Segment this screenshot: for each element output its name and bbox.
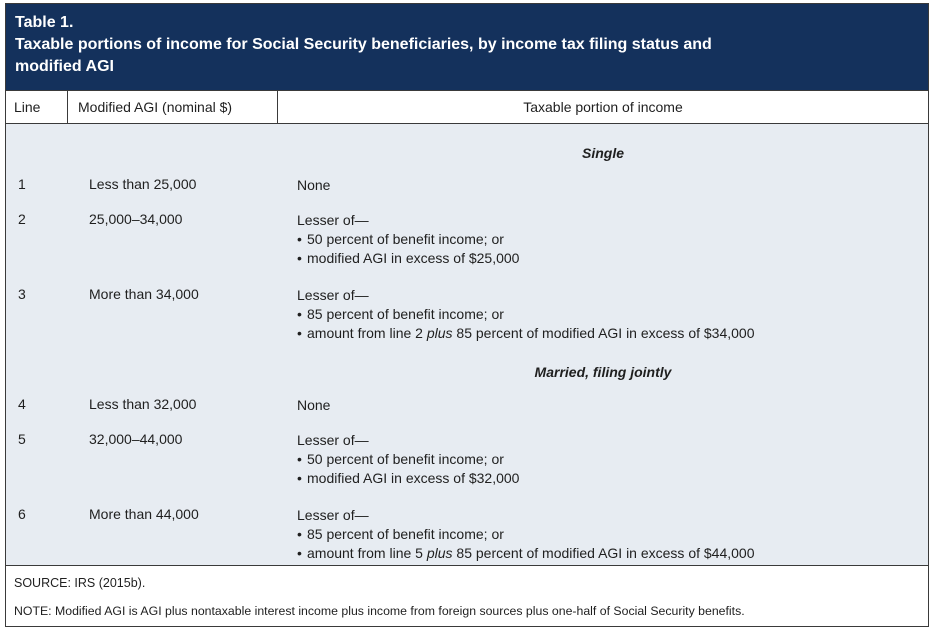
row-taxable-portion — [297, 286, 755, 343]
row-line-number: 5 — [18, 431, 26, 447]
row-line-number: 4 — [18, 396, 26, 412]
bullet-item: • 85 percent of benefit income; or — [297, 306, 504, 322]
row-agi-range: More than 44,000 — [89, 506, 199, 522]
row-taxable-portion — [297, 431, 519, 488]
row-taxable-lead: Lesser of— — [297, 507, 369, 523]
row-taxable-lead: None — [297, 177, 331, 193]
bullet-item: • 50 percent of benefit income; or — [297, 231, 504, 247]
footnote: NOTE: Modified AGI is AGI plus nontaxable interest income plus income from foreign sources plus one-half of Social Security benefits. — [14, 604, 745, 618]
section-heading-single: Single — [581, 145, 624, 161]
bullet-icon: • — [297, 250, 302, 266]
column-header-taxable: Taxable portion of income — [523, 99, 683, 115]
row-taxable-portion — [297, 396, 330, 415]
table-number: Table 1. — [15, 14, 74, 31]
section-heading-married: Married, filing jointly — [534, 364, 672, 380]
row-taxable-lead: Lesser of— — [297, 212, 369, 228]
bullet-icon: • — [297, 545, 302, 561]
column-header-line: Line — [6, 91, 68, 123]
bullet-icon: • — [297, 231, 302, 247]
bullet-item: • 85 percent of benefit income; or — [297, 526, 504, 542]
bullet-item: • modified AGI in excess of $32,000 — [297, 470, 520, 486]
bullet-item: • amount from line 5 plus 85 percent of modified AGI in excess of $44,000 — [297, 545, 755, 561]
table-title-bar — [6, 4, 928, 90]
bullet-item: • amount from line 2 plus 85 percent of modified AGI in excess of $34,000 — [297, 325, 755, 341]
row-taxable-lead: None — [297, 397, 331, 413]
row-line-number: 6 — [18, 506, 26, 522]
row-line-number: 2 — [18, 211, 26, 227]
row-taxable-portion — [297, 176, 330, 195]
row-agi-range: More than 34,000 — [89, 286, 199, 302]
bullet-item: • modified AGI in excess of $25,000 — [297, 250, 520, 266]
row-line-number: 3 — [18, 286, 26, 302]
row-agi-range: 25,000–34,000 — [89, 211, 183, 227]
bullet-icon: • — [297, 306, 302, 322]
row-agi-range: Less than 32,000 — [89, 396, 197, 412]
row-taxable-portion — [297, 506, 755, 563]
row-taxable-portion — [297, 211, 519, 268]
column-header-agi: Modified AGI (nominal $) — [68, 91, 278, 123]
row-agi-range: Less than 25,000 — [89, 176, 197, 192]
row-line-number: 1 — [18, 176, 26, 192]
column-header-row — [6, 90, 928, 124]
bullet-icon: • — [297, 451, 302, 467]
bullet-icon: • — [297, 470, 302, 486]
table-title — [15, 34, 919, 78]
bullet-icon: • — [297, 526, 302, 542]
row-agi-range: 32,000–44,000 — [89, 431, 183, 447]
row-taxable-lead: Lesser of— — [297, 432, 369, 448]
table-frame — [5, 3, 929, 627]
bullet-item: • 50 percent of benefit income; or — [297, 451, 504, 467]
row-taxable-lead: Lesser of— — [297, 287, 369, 303]
source-note: SOURCE: IRS (2015b). — [14, 576, 146, 590]
bullet-icon: • — [297, 325, 302, 341]
table-title-line-1: Taxable portions of income for Social Security beneficiaries, by income tax filing status and — [15, 36, 712, 53]
table-footer — [6, 565, 928, 627]
table-title-line-2: modified AGI — [15, 58, 114, 75]
